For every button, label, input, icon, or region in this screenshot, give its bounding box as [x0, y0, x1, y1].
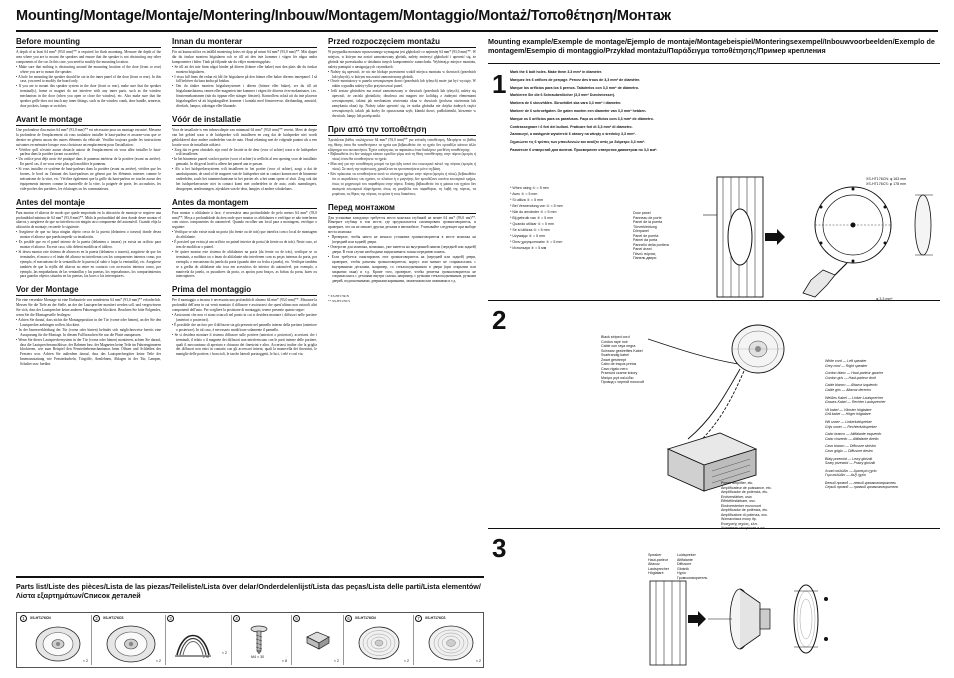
- speaker-cord-label: Cable gris — Altavoz derecho: [825, 387, 872, 392]
- instruction-section: [16, 115, 161, 192]
- note-line: * Avec ⑤ = 5 mm: [510, 192, 538, 196]
- part-quantity: × 2: [403, 659, 409, 663]
- section-heading: Antes da montagem: [172, 198, 317, 209]
- cord-icon: [173, 625, 213, 659]
- section-bullet: • Βεβαιωθείτε ότι δεν υπάρχει κάποιο εμπόδιο γύρω από τη θέση τοποθέτησης στην πόρτα (εμπρός ή πίσω) όπου θα τοποθετήσετε το ηχείο.: [328, 152, 476, 162]
- speaker-label: Głośnik: [677, 566, 689, 571]
- note-line: * Bei Verwendung von ⑤ = 5 mm: [510, 204, 563, 208]
- instruction-line: Mark the 6 bolt holes. Make them 3.3 mm* in diameter.: [510, 70, 603, 74]
- note-line: * Si utiliza ⑤ = 5 mm: [510, 198, 544, 202]
- instruction-line: Markieren Sie die 6 Schraubenlöcher (3,3 mm* Durchmesser).: [510, 93, 616, 98]
- parts-rule: [16, 576, 484, 578]
- part-item: [233, 615, 289, 665]
- part-item: [345, 615, 411, 665]
- step-1-instructions: [510, 69, 810, 155]
- instruction-line: Marquez les 6 orifices de perçage. Percez des trous de 3,3 mm* de diamètre.: [510, 77, 641, 82]
- part-divider: [231, 615, 232, 665]
- part-size: 2 m: [203, 655, 209, 659]
- instruction-line: Marque os 6 orifícios para os parafusos. Faça os orifícios com 3,3 mm* de diâmetro.: [510, 116, 654, 121]
- section-bullet: • Otwór montażowy w panelu wewnętrznym drzwi (przednich lub tylnych) może już być wycięty. W takim wypadku należy tylko przystosować panel.: [328, 79, 476, 89]
- instruction-section: [172, 37, 317, 109]
- section-paragraph: Für eine versenkte Montage ist eine Einbautiefe von mindestens 64 mm* (93,0 mm)** erforderlich. Messen Sie die Tiefe an der Stelle, an der der Lautsprecher montiert werden soll, und vergewissern Sie sich, dass der Lautsprecher keine anderen Fahrzeugteile blockiert. Beachten Sie bitte Folgendes, wenn Sie die Montagestelle festlegen:: [16, 298, 161, 318]
- model-note: ** XS-HT176CS: [328, 298, 351, 303]
- amplifier-label: Effektförstärkare, osv.: [721, 499, 756, 503]
- cord-label: Zwart gestreept: [601, 357, 626, 362]
- diameter-label: XS-HT176CS: φ 178 mm: [866, 181, 907, 186]
- speaker-label: Luidspreker: [677, 553, 696, 557]
- part-item: [293, 615, 341, 665]
- text-column-3: [328, 37, 476, 567]
- amplifier-label: Ενισχυτής ισχύος, κλπ.: [721, 521, 758, 526]
- section-bullet: • Отверстие для монтажа, возможно, уже имеется на внутренней панели (передней или задней) двери. В этом случае необходимо видоизменить только переднюю панель.: [328, 245, 476, 255]
- spacer-icon: [303, 629, 331, 653]
- instruction-section: [16, 37, 161, 109]
- speaker-cord-label: Cordon blanc — Haut-parleur gauche: [825, 371, 884, 376]
- cord-label: Przewód czarne kolory: [601, 371, 638, 375]
- speaker-installation-diagram: [648, 579, 848, 667]
- part-quantity: × 2: [155, 659, 161, 663]
- section-bullet: • Om du tänker montera högtalarsystemet i dörren (främre eller bakre), ser du till att högtalaranslutarna, ramen eller magneten inte kommer i vägen för dörrens övre mekanismer, t.ex. fönstermekanismen (när du öppnar eller stänger fönstret). Kontrollera också att du inte placerar högtalargallret så att högtalargallret kommer i kontakt med fönstervevar, dörrhandtag, armstöd, dörrfack, lampor, säkringar eller liknande.: [172, 84, 317, 109]
- section-heading: Перед монтажом: [328, 203, 476, 214]
- section-bullet: • In het binnenste paneel van het portier (voor of achter) is wellicht al een opening voor de installatie gemaakt. In dit geval hoeft u alleen het paneel aan te passen.: [172, 157, 317, 167]
- section-paragraph: A depth of at least 64 mm* (93.0 mm)** is required for flush mounting. Measure the depth of the area where you are to mount the speakers and ensure that the speaker is not obstructing any other components of the car. In this case, you need to modify the mounting location.: [16, 50, 161, 64]
- part-divider: [413, 615, 414, 665]
- speaker-cord-label: Graues Kabel — Rechter Lautsprecher: [825, 400, 886, 405]
- part-model-code: XS-HT176CN: [355, 616, 376, 620]
- speaker-label: Громкоговоритель: [677, 575, 708, 580]
- title-rule: [16, 30, 938, 32]
- section-bullet: • Vérifiez qu'il n'existe aucun obstacle autour de l'emplacement où vous allez installer le haut-parleur dans la portière (avant ou arrière).: [16, 148, 161, 158]
- cord-label: Black striped cord: [601, 335, 630, 339]
- door-panel-label: Panel de puerta: [633, 233, 659, 238]
- step-3-panel: [488, 529, 940, 668]
- section-heading: Avant le montage: [16, 115, 161, 126]
- model-notes: [328, 294, 476, 303]
- part-divider: [343, 615, 344, 665]
- speaker-label: Ηχείο: [677, 571, 686, 575]
- amplifier-label: Eindversterker enzovoort: [721, 503, 761, 508]
- section-paragraph: För att kunna utföra en infälld montering krävs ett djup på minst 64 mm* (93,0 mm)**. Mät djupet där du önskar montera högtalaren och se till att den inte kommer i vägen för några andra komponenter i bilen. Tänk på följande när du väljer monteringsplats:: [172, 50, 317, 64]
- amplifier-label: Amplificador de potência, etc.: [721, 508, 769, 512]
- section-paragraph: Χρειάζεται βάθος τουλάχιστον 64 mm* (93,0 mm)** για επίπεδη τοποθέτηση. Μετρήστε το βάθος της θέσης όπου θα τοποθετήσετε τα ηχεία και βεβαιωθείτε ότι το ηχείο δεν εμποδίζει κάποιο άλλο εξάρτημα του αυτοκινήτου. Έχετε υπόψη σας τα παρακάτω όταν διαλέγετε μια θέση τοποθέτησης:: [328, 137, 476, 152]
- door-panel-label: Painel da porta: [633, 238, 658, 242]
- note-line: * När du använder ⑤ = 5 mm: [510, 210, 557, 214]
- speaker-cord-label: Cabo cinzento — Altifalante direito: [825, 436, 879, 441]
- model-note: * XS-HT176CN: [328, 294, 349, 299]
- section-paragraph: Для установки заподлицо требуется место монтажа глубиной не менее 64 мм* (93,0 мм)**. Измерьте глубину в том месте, где предполагается смонтировать громкоговоритель, и проверьте, что он не мешает другим деталям в автомобиле. Учитывайте следующее при выборе места монтажа:: [328, 215, 476, 235]
- section-bullet: • Se till att det inte finns något hinder på dörren (främre eller bakre) runt den plats där du önskar montera högtalaren.: [172, 65, 317, 75]
- screw-icon: [247, 625, 271, 655]
- section-bullet: • Проверьте, чтобы ничто не мешало установке громкоговорителя в месте монтажа на (передней или задней) двери.: [328, 235, 476, 245]
- mounting-example: [488, 37, 940, 668]
- speaker-cord-label: Wit snoer — Linkerluidspreker: [825, 419, 872, 424]
- speaker-cord-legend: [825, 359, 937, 490]
- door-panel-label: Πάνελ πόρτας: [633, 251, 656, 256]
- speaker-label: Altifalante: [677, 557, 693, 562]
- note-line: * Se si utilizza ⑤ = 5 mm: [510, 228, 550, 232]
- section-bullet: • I vissa fall finns det redan ett hål för högtalaren på den främre eller bakre dörrens innerpanel. I så fall behöver du bara ändra på brädan.: [172, 75, 317, 85]
- section-heading: Antes del montaje: [16, 198, 161, 209]
- amplifier-label: Endverstärker, usw.: [721, 494, 753, 499]
- cord-label: Cavo rigato nero: [601, 366, 628, 371]
- part-number: 6: [345, 615, 352, 622]
- door-panel-drilling-diagram: [703, 175, 938, 300]
- speaker-cord-label: Vit kabel — Vänster högtalare: [825, 407, 872, 412]
- section-bullet: • Als u het luidsprekersysteem wilt installeren in het portier (voor of achter), zorgt u dat de aansluitpunten, de rand of de magneet van de luidspreker niet in contact komen met de binnenste onderdelen, zoals het raammechanisme in het portier als u het raam opent of sluit. Zorg ook dat het luidsprekerrooster niet in contact komt met onderdelen in de auto, zoals raamslingers, deurgrepen, armleuningen, zijvakken van de deur, lampjes of andere schakelaars.: [172, 167, 317, 192]
- speaker-label: Diffusore: [677, 562, 692, 566]
- part-number: 3: [167, 615, 174, 622]
- diameter-label: XS-HT176CN: φ 163 mm: [866, 177, 907, 181]
- speaker-cord-label: Cordon gris — Haut-parleur droit: [825, 375, 876, 380]
- instruction-line: Zaznaczyć, a następnie wywiercić 6 otwory na wkręty o średnicy 3,3 mm*.: [510, 132, 636, 137]
- cord-label: Schwarz gestreiftes Kabel: [601, 348, 643, 353]
- example-rule: [488, 63, 940, 64]
- section-bullet: • Wenn Sie dieses Lautsprechersystem in der Tür (vorne oder hinten) montieren, achten Sie darauf, dass die Lautsprecheranschlüsse, der Rahmen bzw. der Magneten keine Teile im Fahrzeuginneren blockieren, wie zum Beispiel den Fensterhebemechanismus beim Öffnen und Schließen des Fensters usw. Achten Sie außerdem darauf, dass das Lautsprechergitter keine Teile der Innenausstattung wie Fensterkurbeln, Türgriffe, Armlehnen, Ablagen in der Tür, Lampen, Schalter usw. berührt.: [16, 338, 161, 367]
- instruction-section: [16, 285, 161, 367]
- door-panel-label: Панель двери: [633, 256, 657, 260]
- part-number: 5: [293, 615, 300, 622]
- section-paragraph: Para montar o altifalante à face, é necessária uma profundidade de pelo menos 64 mm* (93,0 mm)**. Meça a profundidade da área onde quer montar os altifalantes e verifique se não interferem com outros componentes do automóvel. Quando escolher um local para a montagem, verifique o seguinte:: [172, 210, 317, 230]
- cord-label: Cable con raya negra: [601, 344, 636, 348]
- speaker-labels-2: [677, 553, 737, 580]
- amplifier-label: Power amplifier, etc.: [721, 481, 754, 485]
- step-1-panel: [488, 65, 940, 301]
- cord-label: Cordon rayé noir: [601, 339, 628, 344]
- section-paragraph: Para montar el altavoz de modo que quede empotrado en la ubicación de montaje se requiere una profundidad mínima de 64 mm* (93,0 mm)**. Mida la profundidad del área donde desee montar el altavoz y asegúrese de que no interfiera con ningún otro componente del automóvil. Cuando elija la ubicación de montaje, recuerde lo siguiente:: [16, 210, 161, 230]
- section-bullet: • Jeśli zestaw głośników ma zostać zamontowany w drzwiach (przednich lub tylnych), należy się upewnić, że zaciski głośników, obudowa ani magnes nie kolidują z żadnymi elementami wewnętrznymi, takimi jak mechanizm otwierania okna w drzwiach (podczas otwierania lub zamykania okna) itp. Należy także upewnić się, że siatka głośnika nie dotyka żadnych części wewnętrznych, takich jak korby do opuszczania szyb, klamki drzwi, podłokietniki, kieszenie w drzwiach, lampy lub przełączniki.: [328, 89, 476, 118]
- section-bullet: • In der Innenverkleidung der Tür (vorne oder hinten) befindet sich möglicherweise bereits eine Aussparung für die Montage. In diesem Fall brauchen Sie nur die Platte anzupassen.: [16, 328, 161, 338]
- parts-list-title: Parts list/Liste des pièces/Lista de las piezas/Teileliste/Lista över delar/Onderdelenlijst/Lista das peças/Lista delle parti/Lista elementów/Λίστα εξαρτημάτων/Список деталей: [16, 582, 481, 600]
- speaker-cord-label: Λευκό καλώδιο — Αριστερό ηχείο: [825, 468, 877, 473]
- page-title: Mounting/Montage/Montaje/Montering/Inbouw/Montagem/Montaggio/Montaż/Τοποθέτηση/Монтаж: [16, 8, 671, 24]
- speaker-label: Högtalare: [648, 571, 664, 575]
- part-item: [93, 615, 163, 665]
- instruction-line: Разметьте 6 отверстий для винтов. Просверлите отверстия диаметром по 3,3 мм*.: [510, 147, 658, 152]
- cord-label: Svartrandig kabel: [601, 353, 629, 357]
- door-panel-labels: [633, 211, 703, 261]
- section-bullet: • Si vous installez ce système de haut-parleurs dans la portière (avant ou arrière), vérifiez que les bornes, le bord ou l'aimant des haut-parleurs ne gênent pas les éléments internes comme le mécanisme de la vitre, etc. Vérifiez également que la grille du haut-parleur ne touche aucun des équipements internes comme la manivelle de la vitre, la poignée de porte, les accoudoirs, les vide-poches des portières, les éclairages ou les commutateurs.: [16, 167, 161, 192]
- part-item: [167, 615, 229, 665]
- part-quantity: × 2: [333, 659, 339, 663]
- door-panel-label: Door panel: [633, 211, 651, 215]
- part-quantity: × 2: [82, 659, 88, 663]
- section-heading: Vóór de installatie: [172, 115, 317, 126]
- section-heading: Before mounting: [16, 37, 161, 48]
- part-item: [415, 615, 483, 665]
- section-bullet: • Un orifice peut déjà avoir été pratiqué dans le panneau intérieur de la portière (avant ou arrière). En pareil cas, il ne vous reste plus qu'à modifier le panneau.: [16, 157, 161, 167]
- drill-diameter-label: φ 3.3 mm*: [876, 297, 893, 301]
- part-quantity: × 8: [281, 659, 287, 663]
- part-number: 4: [233, 615, 240, 622]
- hole-diameter-labels: [866, 177, 938, 186]
- step-1-notes: [510, 185, 630, 251]
- door-panel-label: Panel drzwi: [633, 247, 652, 251]
- part-number: 7: [415, 615, 422, 622]
- section-paragraph: Voor de installatie is een inbouwdiepte van minimaal 64 mm* (93,0 mm)** vereist. Meet de diepte van het gebied waar u de luidspreker wilt installeren en zorg dat de luidspreker niet wordt geblokkeerd door andere onderdelen van de auto. Houd rekening met de volgende punten als u een locatie voor de installatie uitkiest:: [172, 127, 317, 147]
- speaker-cord-label: Cavo grigio — Diffusore destro: [825, 448, 873, 453]
- section-bullet: • É possível que exista já um orifício no painel interior da porta (da frente ou de trás). Neste caso, só tem de modificar o painel.: [172, 240, 317, 250]
- step-number: 3: [492, 533, 507, 563]
- section-bullet: • Εάν πρόκειται να τοποθετήσετε αυτό το σύστημα ηχείων στην πόρτα (εμπρός ή πίσω), βεβαιωθείτε ότι οι ακροδέκτες του ηχείου, το πλαίσιο ή ο μαγνήτης δεν εμποδίζουν κανένα εσωτερικό τμήμα, όπως το μηχανισμό του παραθύρου στην πόρτα. Επίσης βεβαιωθείτε ότι η μάσκα του ηχείου δεν ακουμπά εσωτερικά εξαρτήματα, όπως τη μανιβέλα του παραθύρου, τη λαβή της πόρτας, τα μπράτσα, τις θήκες της πόρτας, τα φώτα ή τους διακόπτες.: [328, 172, 476, 197]
- cord-label: Провод с черной полосой: [601, 380, 644, 384]
- note-line: * Quando utilizar ⑤ = 5 mm: [510, 222, 554, 226]
- section-heading: Innan du monterar: [172, 37, 317, 48]
- text-column-2: [172, 37, 317, 567]
- instruction-line: Markera de 6 skruvhålen. Skruvhålet ska vara 3,3 mm* i diameter.: [510, 101, 622, 106]
- section-bullet: • Verifique se não existe nada na porta (da frente ou de trás) que interfira com o local de montagem do altifalante.: [172, 230, 317, 240]
- part-quantity: × 2: [475, 659, 481, 663]
- amplifier-label: Wzmacniacz mocy itp.: [721, 517, 757, 521]
- speaker-cord-label: Szary przewód — Prawy głośnik: [825, 461, 876, 466]
- speaker-cord-label: Серый провод — правый громкоговоритель: [825, 485, 899, 490]
- instruction-section: [328, 203, 476, 285]
- speaker-cord-label: Cavo bianco — Diffusore sinistro: [825, 444, 876, 449]
- speaker-cord-label: Белый провод — левый громкоговоритель: [825, 480, 897, 485]
- part-divider: [91, 615, 92, 665]
- section-bullet: • Si desea montar este sistema de altavoces en la puerta (delantera o trasera), asegúrese de que los terminales, el marco o el imán del altavoz no interfieran con los componentes internos como, por ejemplo, el mecanismo de la ventanilla de la puerta (al subir o bajar la ventanilla), etc. Asegúrese también de que la rejilla del altavoz no entre en contacto con accesorios internos como, por ejemplo, las empuñaduras de las ventanillas y las puertas, los reposabrazos, los compartimientos para guardar objetos situados en las puertas, las luces o los interruptores.: [16, 250, 161, 279]
- speaker-cord-label: Weißes Kabel — Linker Lautsprecher: [825, 395, 884, 400]
- amplifier-label: Amplificador de potencia, etc.: [721, 490, 769, 494]
- instruction-line: Markeer de 6 schroefgaten. De gaten moeten een diameter van 3,3 mm* hebben.: [510, 108, 647, 113]
- amplifier-label: Amplificateur de puissance, etc.: [721, 485, 772, 490]
- door-panel-label: Panel de la puerta: [633, 220, 663, 224]
- instruction-section: [328, 37, 476, 119]
- section-bullet: • Se quiser montar este sistema de altifalantes na porta (da frente ou de trás), verifique se os terminais, a moldura ou o íman do altifalante não interferem com as peças internas da porta, por exemplo, o mecanismo da janela da porta (quando abre ou fecha a janela), etc. Verifique também se a grelha do altifalante não toca em acessórios do interior do automóvel, por exemplo, a manivela da janela, os puxadores da porta, os apoios para braços, as bolsas da porta, luzes ou interruptores.: [172, 250, 317, 279]
- mounting-example-title: Mounting example/Exemple de montage/Ejemplo de montaje/Montagebeispiel/Monteringsexempel/Inbouwvoorbeelden/Exemplo de montagem/Esempio di montaggio/Przykład montażu/Παράδειγμα τοποθέτησης/Пример крепления: [488, 37, 935, 55]
- wiring-diagram: [628, 309, 808, 509]
- note-line: * Używając ⑤ = 5 mm: [510, 234, 546, 238]
- speaker-cord-label: Cabo branco — Altifalante esquerdo: [825, 432, 882, 437]
- section-bullet: • A hole for mounting the speaker should be cut in the inner panel of the door (front or rear). In this case, you need to modify the board only.: [16, 75, 161, 85]
- section-bullet: • Asegúrese de que no haya ningún objeto cerca de la puerta (delantera o trasera) donde desea montar el altavoz que pueda impedir su instalación.: [16, 230, 161, 240]
- section-bullet: • Se si desidera montare il sistema diffusore sulle portiere (anteriori o posteriori), accertarsi che i terminali, il telaio o il magnete dei diffusori non interferiscano con le parti interne delle portiere, quali il meccanismo di apertura e chiusura dei finestrini e altro. Accertarsi inoltre che la griglia dei diffusori non entri in contatto con gli accessori interni, quali la manovella dei finestrini, le maniglie delle portiere, i braccioli, le tasche laterali portaoggetti, le luci, i relè e così via.: [172, 333, 317, 358]
- section-bullet: • Μια οπή για την τοποθέτηση μπορεί να έχει ήδη κοπεί στο εσωτερικό πάνελ της πόρτας (εμπρός ή πίσω). Σε αυτή την περίπτωση, χρειάζεται να τροποποιήσετε μόνο τη βάση.: [328, 162, 476, 172]
- section-heading: Prima del montaggio: [172, 285, 317, 296]
- speaker-label: Haut-parleur: [648, 557, 668, 562]
- instruction-section: [172, 285, 317, 357]
- part-size: M4 × 30: [251, 655, 265, 659]
- text-column-1: [16, 37, 161, 567]
- door-panel-label: Dörrpanel: [633, 229, 649, 233]
- instruction-line: Σημειώστε τις 6 τρύπες των μπουλονιών και ανοίξτε οπές με διάμετρο 3,3 mm*.: [510, 140, 646, 145]
- section-bullet: • Należy się upewnić, że nic nie blokuje przestrzeni wokół miejsca montażu w drzwiach (przednich lub tylnych), w którym ma zostać zamontowany głośnik.: [328, 70, 476, 80]
- part-item: [20, 615, 90, 665]
- section-bullet: • Zorg dat er geen obstakels zijn rond de locatie in de deur (voor of achter) waar u de luidspreker wilt installeren.: [172, 148, 317, 158]
- instruction-line: Marque los orificios para los 6 pernos. Taládrelos con 3,3 mm* de diámetro.: [510, 85, 639, 90]
- section-bullet: • Es posible que en el panel interno de la puerta (delantera o trasera) ya exista un orificio para montar el altavoz. En este caso, sólo deberá modificar el tablero.: [16, 240, 161, 250]
- part-number: 1: [20, 615, 27, 622]
- speaker-cord-label: Grå kabel — Höger högtalare: [825, 412, 871, 417]
- speaker-cord-label: White cord — Left speaker: [825, 359, 867, 363]
- speaker-cord-label: Γκρι καλώδιο — Δεξί ηχείο: [825, 473, 866, 478]
- note-line: * Используя ⑤ = 5 мм: [510, 246, 547, 250]
- step-number: 2: [492, 305, 507, 335]
- instruction-section: [172, 198, 317, 280]
- speaker-icon: [34, 625, 82, 663]
- note-line: * Bij gebruik van ⑤ = 5 mm: [510, 216, 554, 220]
- amplifier-label: Amplificatore di potenza, ecc.: [721, 512, 768, 517]
- part-model-code: XS-HT176CS: [425, 616, 446, 620]
- section-bullet: • È possibile che un foro per il diffusore sia già presente nel pannello interno della portiera (anteriore o posteriore). In tal caso, è necessario modificare solamente il pannello.: [172, 323, 317, 333]
- section-bullet: • Assicurarsi che non vi siano ostacoli nel punto in cui si desidera montare i diffusori nelle portiere (anteriori o posteriori).: [172, 313, 317, 323]
- speaker-cord-label: Biały przewód — Lewy głośnik: [825, 456, 873, 461]
- section-bullet: • Achten Sie darauf, dass nichts die Montageposition in der Tür (vorne oder hinten), an der Sie den Lautsprecher anbringen wollen, blockiert.: [16, 318, 161, 328]
- part-model-code: XS-HT176CN: [30, 616, 51, 620]
- section-paragraph: W przypadku montażu wpuszczanego wymagana jest głębokość co najmniej 64 mm* (93,0 mm)**. W miejscu, w którym ma zostać zamontowany głośnik, należy zmierzyć głębokość i upewnić się, że głośnik nie przeszkadza w działaniu innych komponentów samochodu. Wybierając miejsce montażu, należy pamiętać o następujących czynnikach:: [328, 50, 476, 69]
- door-panel-label: Panneau de porte: [633, 215, 662, 220]
- note-line: * Όταν χρησιμοποιείτε ⑤ = 5 mm: [510, 240, 563, 244]
- section-heading: Przed rozpoczęciem montażu: [328, 37, 476, 48]
- cord-label: Μαύρο ριγέ καλώδιο: [601, 375, 634, 380]
- speaker-cord-label: Grey cord — Right speaker: [825, 363, 868, 368]
- step-number: 1: [492, 69, 507, 99]
- cord-label: Cabo de traços pretos: [601, 362, 637, 366]
- instruction-section: [328, 125, 476, 197]
- grille-icon: [357, 624, 401, 662]
- door-panel-label: Türverkleidung: [633, 224, 657, 229]
- part-divider: [291, 615, 292, 665]
- amplifier-label: Усилитель мощности и т.п.: [721, 526, 766, 530]
- step-2-panel: [488, 301, 940, 529]
- part-number: 2: [93, 615, 100, 622]
- speaker-icon: [105, 624, 157, 664]
- part-divider: [165, 615, 166, 665]
- section-bullet: • Если требуется смонтировать этот громкоговоритель на (передней или задней) двери, проверьте, чтобы разъемы громкоговорителя, корпус или магнит не соприкасались с внутренними деталями, например, со стеклоподъемником в двери (при открытии или закрытии окна) и т.д. Кроме того, проверьте, чтобы решетка громкоговорителя не соприкасалась с деталями внутри салона, например, с ручками стеклоподъемников, ручками дверей, подлокотниками, дверными карманами, лампочками или зажимами и т.д.: [328, 255, 476, 284]
- speaker-cord-label: Cable blanco — Altavoz izquierdo: [825, 383, 878, 388]
- section-heading: Vor der Montage: [16, 285, 161, 296]
- instruction-line: Contrassegnare i 6 fori dei bulloni. Praticare fori di 3,3 mm* di diametro.: [510, 124, 633, 129]
- part-quantity: × 2: [221, 651, 227, 655]
- part-model-code: XS-HT176CS: [103, 616, 124, 620]
- section-bullet: • If you are to mount this speaker system in the door (front or rear), make sure that the speaker terminal(s), frame or magnet do not interfere with any inner parts, such as the window mechanism in the door (when you open or close the window), etc. Also make sure that the speaker grille does not touch any inner fittings, such as the window crank, door handle, armrests, door pockets, lamps or switches.: [16, 84, 161, 109]
- speaker-label: Speaker: [648, 553, 662, 557]
- note-line: * When using ⑤ = 5 mm: [510, 186, 549, 190]
- section-paragraph: Per il montaggio a incasso è necessaria una profondità di almeno 64 mm* (93,0 mm)**. Misurare la profondità dell'area in cui verrà montato il diffusore e assicurarsi che quest'ultimo non ostacoli altri componenti dell'auto. Per scegliere la posizione di montaggio, tenere presente quanto segue:: [172, 298, 317, 313]
- speaker-label: Lautsprecher: [648, 566, 669, 571]
- instruction-section: [16, 198, 161, 280]
- parts-list: [16, 612, 484, 668]
- amplifier-labels: [721, 481, 811, 531]
- section-bullet: • Make sure that nothing is obstructing around the mounting location of the door (front or rear) where you are to mount the speaker.: [16, 65, 161, 75]
- section-paragraph: Une profondeur d'au moins 64 mm* (93,0 mm)** est nécessaire pour un montage encastré. Mesurez la profondeur de l'emplacement où vous souhaitez installer le haut-parleur et assurez-vous que ce dernier ne gênera aucun des autres éléments du véhicule. Veuillez toujours garder les instructions suivantes en mémoire lorsque vous choisissez un emplacement pour l'installation :: [16, 127, 161, 147]
- door-panel-label: Pannello della portiera: [633, 242, 669, 247]
- speaker-label: Altavoz: [648, 562, 660, 566]
- speaker-cord-label: Grijs snoer — Rechterluidspreker: [825, 424, 877, 429]
- instruction-section: [172, 115, 317, 192]
- grille-icon: [427, 623, 475, 663]
- section-heading: Πριν από την τοποθέτηση: [328, 125, 476, 136]
